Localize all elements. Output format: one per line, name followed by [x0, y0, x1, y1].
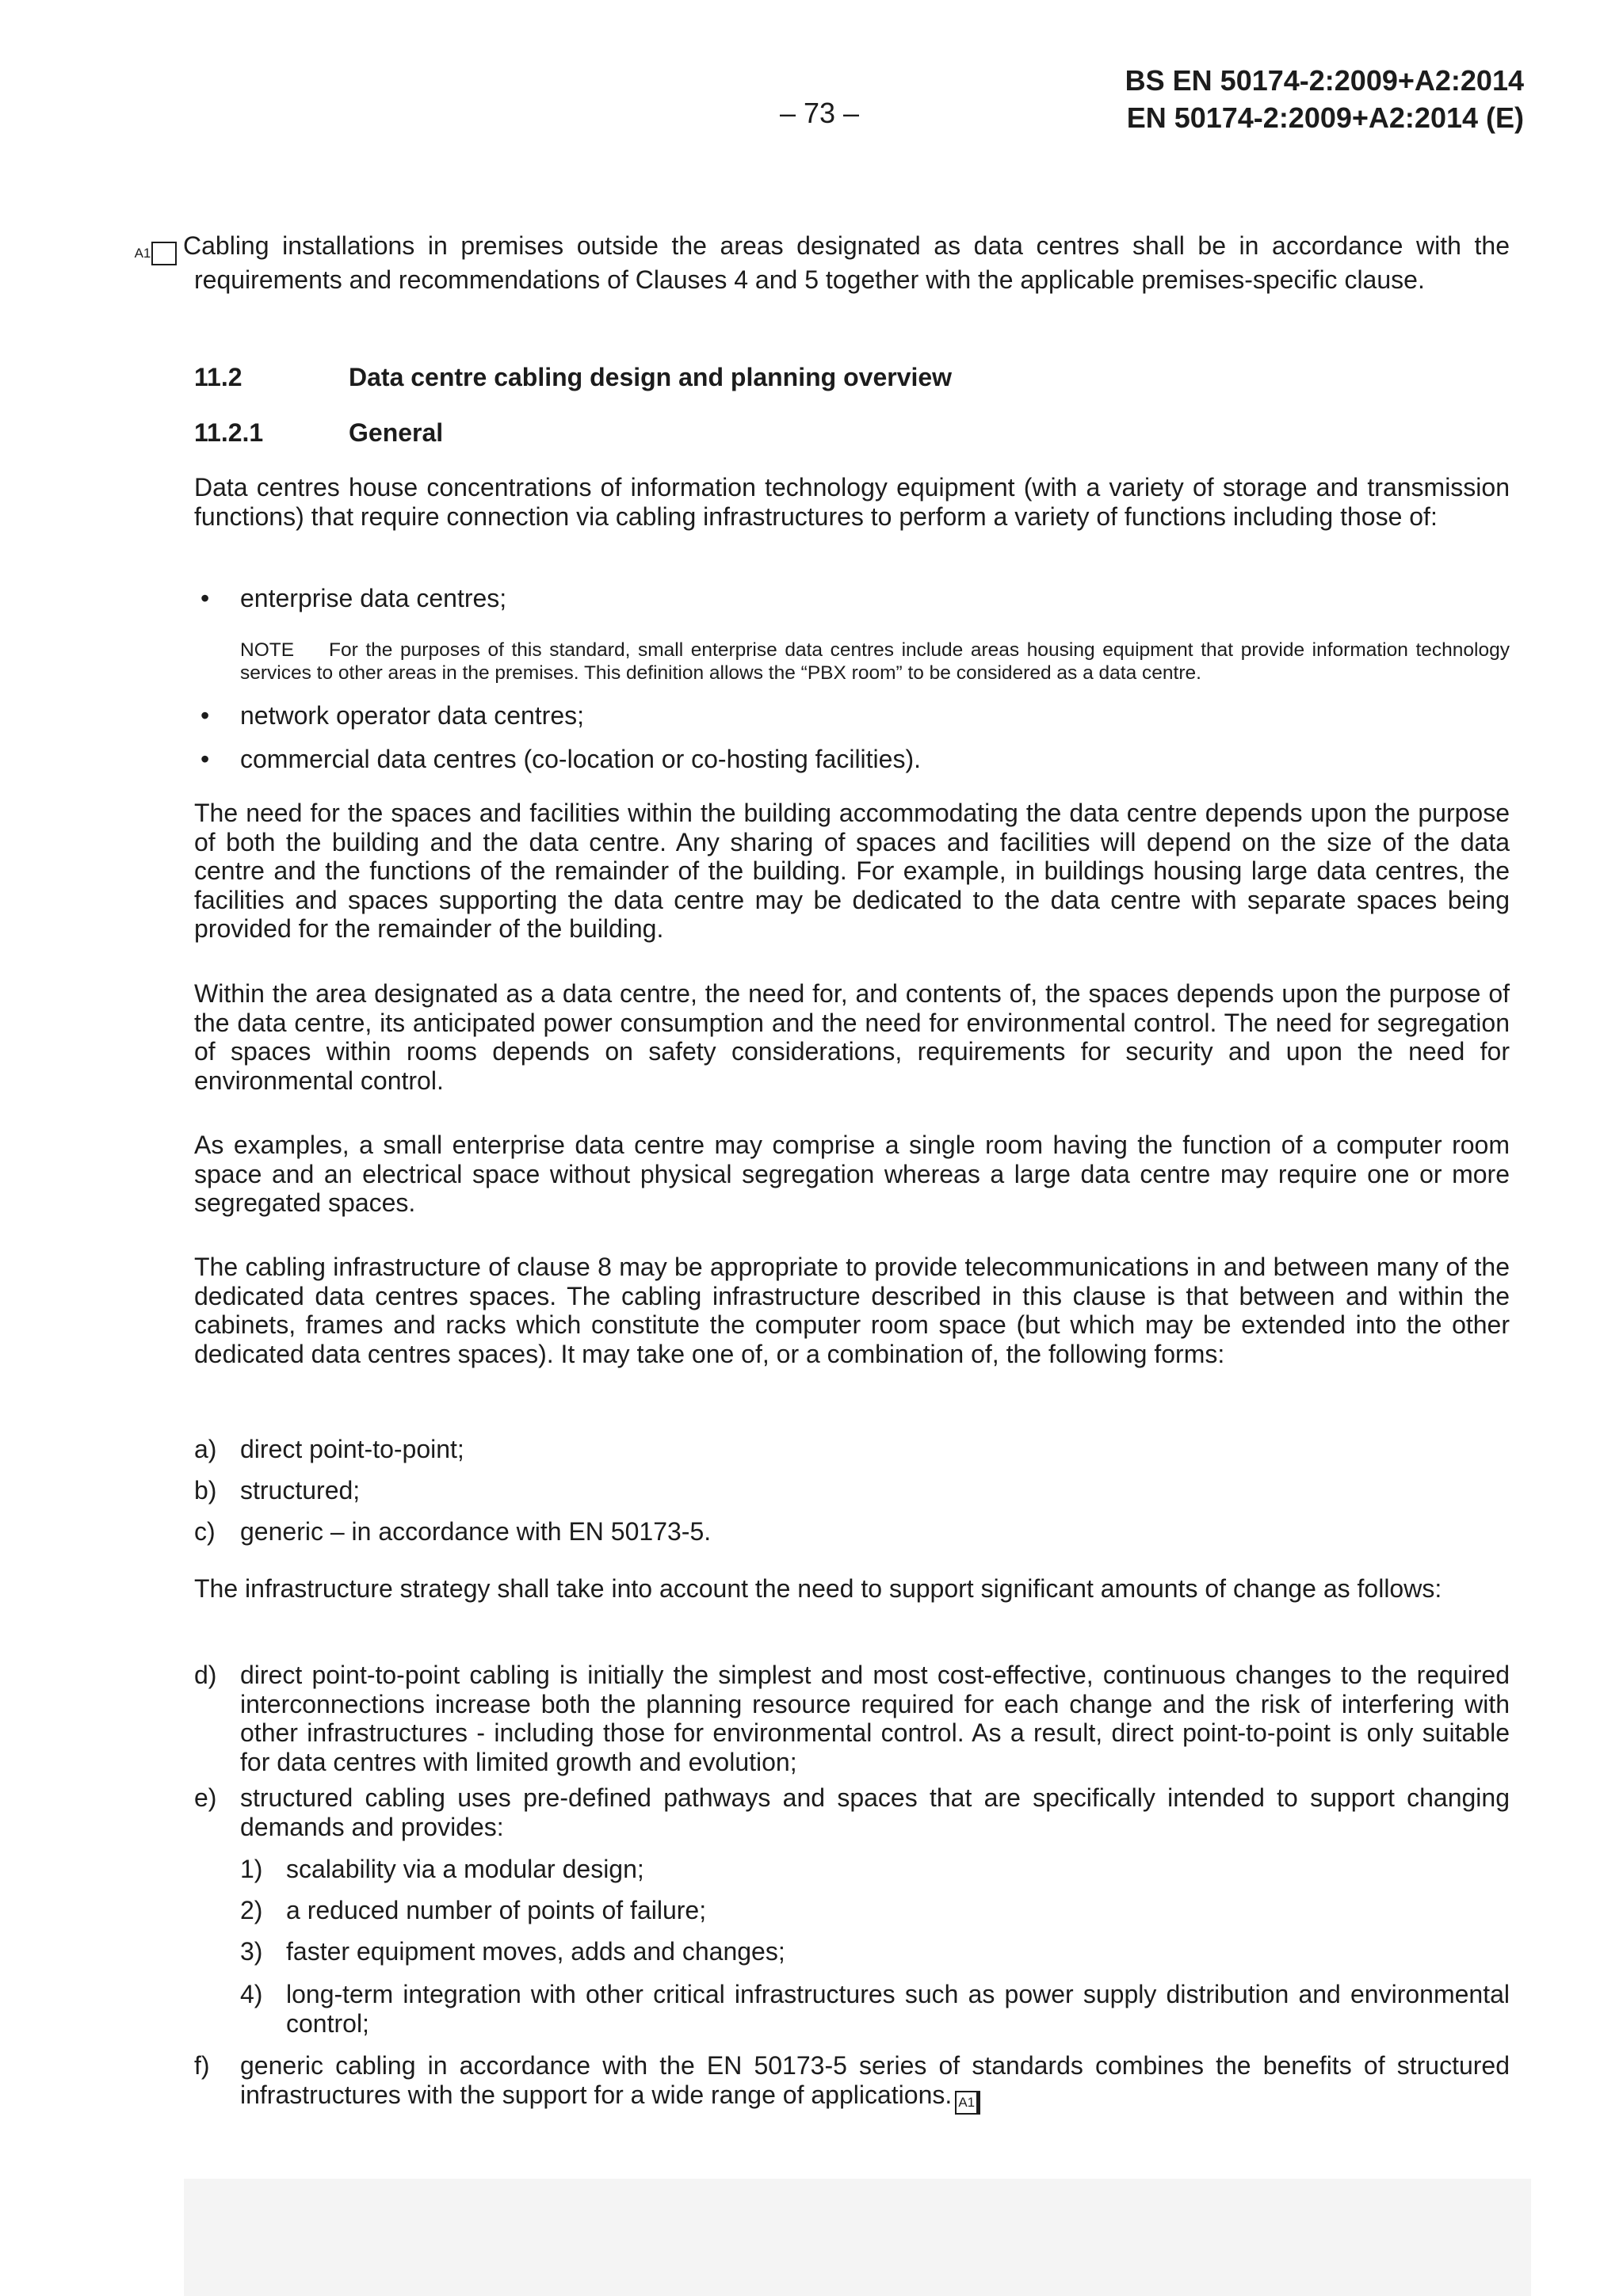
- list-text: direct point-to-point;: [240, 1435, 464, 1463]
- list-label: f): [194, 2051, 210, 2080]
- sub-list-text: scalability via a modular design;: [286, 1855, 644, 1883]
- paragraph-examples: As examples, a small enterprise data centre may comprise a single room having the function of a computer room space and an electrical space without physical segregation whereas a large data centre may require one or more segregated spaces.: [194, 1131, 1510, 1217]
- list-text: structured;: [240, 1476, 361, 1505]
- intro-paragraph-block: [134, 231, 1510, 295]
- section-heading-11-2: [194, 363, 952, 392]
- page-number: – 73 –: [779, 97, 860, 129]
- list-text: direct point-to-point cabling is initially the simplest and most cost-effective, continuous changes to the required interconnections increase both the planning resource required for each change and the risk of interfering with other infrastructures - including those for environmental control. As a result, direct point-to-point is only suitable for data centres with limited growth and evolution;: [240, 1661, 1510, 1776]
- bullet-icon: •: [200, 701, 210, 730]
- note-label: NOTE: [240, 639, 295, 661]
- bullet-text: network operator data centres;: [240, 701, 585, 730]
- note-text: For the purposes of this standard, small enterprise data centres include areas housing equipment that provide information technology services to other areas in the premises. This definition allows the “PBX room” to be considered as a data centre.: [240, 639, 1510, 684]
- list-label: a): [194, 1435, 217, 1463]
- page-bottom-shading: [184, 2179, 1531, 2296]
- amendment-end-marker: A1: [955, 2091, 980, 2115]
- list-label: d): [194, 1661, 217, 1689]
- sub-list-label: 2): [240, 1896, 263, 1924]
- section-number: 11.2: [194, 363, 242, 391]
- intro-paragraph: Cabling installations in premises outside the areas designated as data centres shall be in accordance with the requirements and recommendations of Clauses 4 and 5 together with the applicable premises-specific clause.: [183, 231, 1510, 294]
- paragraph-general: Data centres house concentrations of information technology equipment (with a variety of storage and transmission functions) that require connection via cabling infrastructures to perform a variety of functions including those of:: [194, 473, 1510, 531]
- paragraph-need: The need for the spaces and facilities within the building accommodating the data centre depends upon the purpose of both the building and the data centre. Any sharing of spaces and facilities will depend on the size of the data centre and the functions of the remainder of the building. For example, in buildings housing large data centres, the facilities and spaces supporting the data centre may be dedicated to the data centre with separate spaces being provided for the remainder of the building.: [194, 799, 1510, 943]
- list-label: e): [194, 1783, 217, 1812]
- list-text: generic – in accordance with EN 50173-5.: [240, 1517, 712, 1546]
- bullet-icon: •: [200, 584, 210, 612]
- paragraph-infrastructure: The cabling infrastructure of clause 8 may be appropriate to provide telecommunications in and between many of the dedicated data centres spaces. The cabling infrastructure described in this clause is that between and within the cabinets, frames and racks which constitute the computer room space (but which may be extended into the other dedicated data centres spaces). It may take one of, or a combination of, the following forms:: [194, 1253, 1510, 1368]
- sub-list-text: a reduced number of points of failure;: [286, 1896, 707, 1924]
- sub-list-text: faster equipment moves, adds and changes;: [286, 1937, 785, 1966]
- section-heading-11-2-1: [194, 418, 443, 448]
- standard-designation: [1125, 62, 1524, 136]
- section-title: Data centre cabling design and planning overview: [349, 363, 953, 391]
- bullet-text: commercial data centres (co-location or co-hosting facilities).: [240, 745, 921, 773]
- sub-list-label: 1): [240, 1855, 263, 1883]
- sub-list-label: 4): [240, 1980, 263, 2008]
- list-label: c): [194, 1517, 216, 1546]
- list-text: generic cabling in accordance with the EN 50173-5 series of standards combines the benefits of structured infrastructures with the support for a wide range of applications.: [240, 2051, 1510, 2109]
- section-number: 11.2.1: [194, 418, 264, 447]
- list-label: b): [194, 1476, 217, 1505]
- amendment-start-marker: A1: [151, 242, 177, 265]
- paragraph-within: Within the area designated as a data centre, the need for, and contents of, the spaces depends upon the purpose of the data centre, its anticipated power consumption and the need for environmental control. The need for segregation of spaces within rooms depends on safety considerations, requirements for security and upon the need for environmental control.: [194, 979, 1510, 1095]
- sub-list-text: long-term integration with other critical infrastructures such as power supply distribution and environmental control;: [286, 1980, 1510, 2038]
- bullet-text: enterprise data centres;: [240, 584, 507, 612]
- section-title: General: [349, 418, 444, 447]
- standard-line-2: EN 50174-2:2009+A2:2014 (E): [1126, 101, 1524, 134]
- bullet-icon: •: [200, 745, 210, 773]
- list-text: structured cabling uses pre-defined pathways and spaces that are specifically intended to support changing demands and provides:: [240, 1783, 1510, 1841]
- paragraph-strategy: The infrastructure strategy shall take into account the need to support significant amounts of change as follows:: [194, 1574, 1442, 1603]
- note-block: [240, 639, 1510, 685]
- sub-list-label: 3): [240, 1937, 263, 1966]
- standard-line-1: BS EN 50174-2:2009+A2:2014: [1125, 64, 1524, 97]
